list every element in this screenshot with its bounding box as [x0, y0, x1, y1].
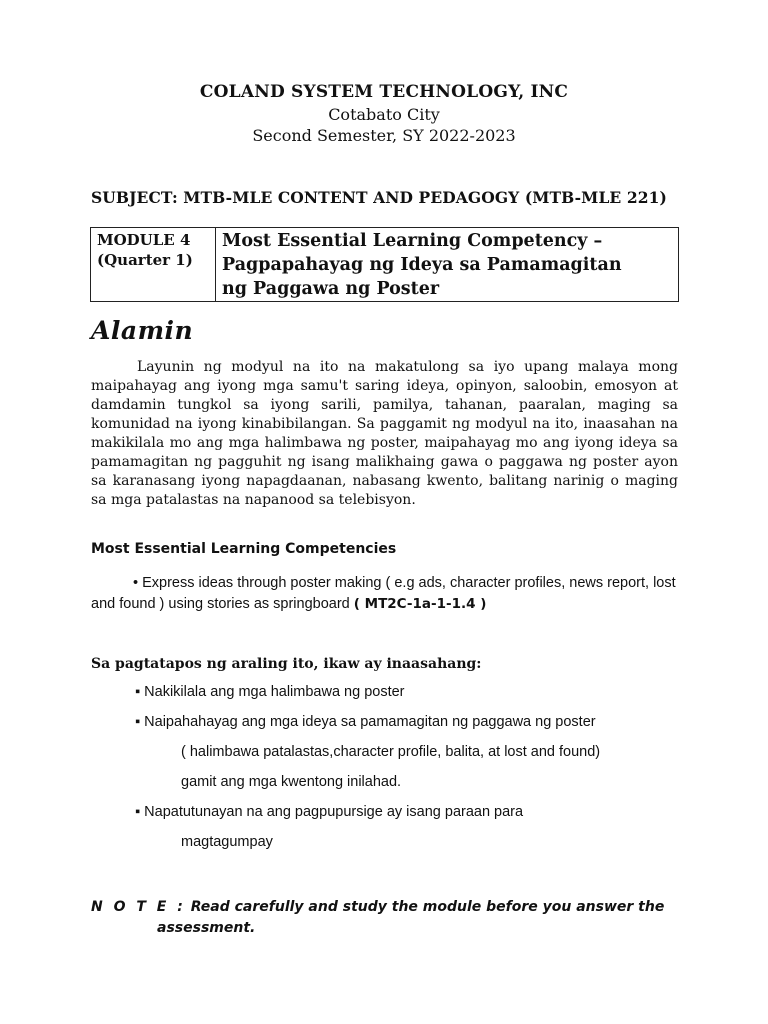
objective-item-2-continuation-2: gamit ang mga kwentong inilahad.: [181, 774, 402, 790]
module-number: MODULE 4: [97, 231, 191, 249]
competency-cell: [216, 228, 678, 301]
melc-code: ( MT2C-1a-1-1.4 ): [353, 596, 487, 612]
objective-item-2: ▪ Naipahahayag ang mga ideya sa pamamagitan ng paggawa ng poster: [135, 714, 596, 730]
section-title: Alamin: [91, 316, 194, 345]
module-table: [90, 227, 679, 302]
melc-heading: Most Essential Learning Competencies: [91, 541, 397, 557]
objective-item-3: ▪ Napatutunayan na ang pagpupursige ay isang paraan para: [135, 804, 524, 820]
subject-title: SUBJECT: MTB-MLE CONTENT AND PEDAGOGY (MTB-MLE 221): [91, 188, 667, 207]
note-text-1: Read carefully and study the module before you answer the: [190, 899, 665, 915]
intro-paragraph: Layunin ng modyul na ito na makatulong sa iyo upang malaya mong maipahayag ang iyong mga samu't saring ideya, opinyon, saloobin, emosyon at damdamin tungkol sa iyong sarili, pamilya, tahanan, paaralan, maging sa komunidad na iyong kinabibilangan. Sa paggamit ng modyul na ito, inaasahan na makikilala mo ang mga halimbawa ng poster, maipahayag mo ang iyong ideya sa pamamagitan ng pagguhit ng isang malikhaing gawa o paggawa ng poster ayon sa karanasang iyong napagdaanan, nabasang kwento, balitang narinig o maging sa mga patalastas na napanood sa telebisyon.: [91, 359, 678, 508]
objectives-heading: Sa pagtatapos ng araling ito, ikaw ay inaasahang:: [91, 656, 482, 672]
competency-line-3: ng Paggawa ng Poster: [222, 279, 440, 299]
city-name: Cotabato City: [328, 105, 440, 124]
note-line-2: assessment.: [157, 920, 256, 936]
objective-item-1: ▪ Nakikilala ang mga halimbawa ng poster: [135, 684, 405, 700]
melc-bullet-text: • Express ideas through poster making ( e.g ads, character profiles, news report, lost and found ) using stories as springboard: [91, 575, 676, 612]
melc-bullet: [91, 573, 681, 615]
module-cell: [91, 228, 216, 301]
objective-item-2-continuation-1: ( halimbawa patalastas,character profile, balita, at lost and found): [181, 744, 601, 760]
organization-name: COLAND SYSTEM TECHNOLOGY, INC: [199, 82, 569, 102]
competency-line-2: Pagpapahayag ng Ideya sa Pamamagitan: [222, 255, 622, 275]
module-quarter: (Quarter 1): [97, 251, 193, 269]
note-block: [91, 897, 664, 939]
note-line-1: [91, 897, 664, 918]
note-label: N O T E :: [91, 899, 186, 915]
semester-info: Second Semester, SY 2022-2023: [252, 126, 516, 145]
objective-item-3-continuation: magtagumpay: [181, 834, 273, 850]
competency-line-1: Most Essential Learning Competency –: [222, 231, 603, 251]
document-header: [0, 80, 768, 146]
